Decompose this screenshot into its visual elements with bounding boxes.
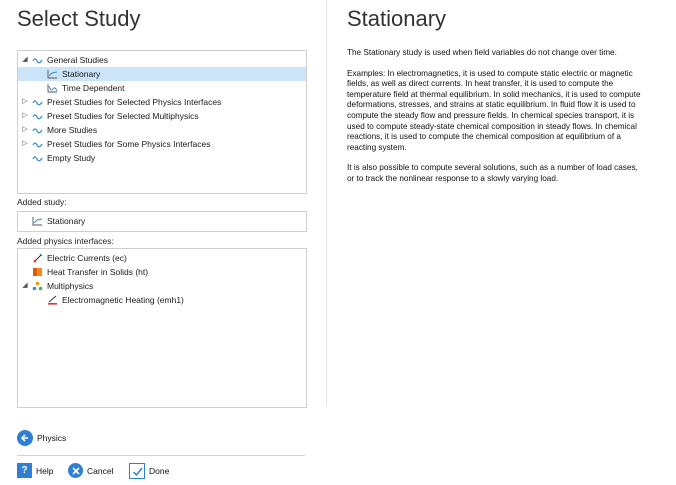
multiphysics-icon — [32, 281, 43, 291]
tree-item-time-dependent[interactable]: Time Dependent — [18, 81, 306, 95]
description-title: Stationary — [347, 6, 447, 31]
help-button[interactable]: ? Help — [17, 463, 53, 478]
electromagnetic-heating-icon — [47, 295, 58, 305]
physics-back-button[interactable]: Physics — [17, 430, 66, 446]
study-tree[interactable] — [17, 50, 307, 194]
heat-transfer-icon — [32, 267, 43, 277]
added-physics-label: Added physics interfaces: — [17, 236, 114, 246]
added-study-label: Added study: — [17, 197, 67, 207]
cancel-button[interactable]: Cancel — [68, 463, 113, 478]
tree-item-general-studies[interactable]: ◢ General Studies — [22, 55, 108, 65]
tree-item-preset-multiphysics[interactable]: ▷ Preset Studies for Selected Multiphysics — [22, 111, 199, 121]
help-icon: ? — [17, 463, 32, 478]
study-node-icon — [32, 153, 43, 163]
physics-item-ec[interactable]: Electric Currents (ec) — [18, 251, 306, 265]
study-node-icon — [32, 125, 43, 135]
close-icon — [68, 463, 83, 478]
description-paragraph: The Stationary study is used when field variables do not change over time. — [347, 48, 617, 57]
study-node-icon — [32, 139, 43, 149]
arrow-left-icon — [17, 430, 33, 446]
added-study-field[interactable] — [17, 211, 307, 232]
tree-item-more-studies[interactable]: ▷ More Studies — [22, 125, 98, 135]
tree-item-preset-some[interactable]: ▷ Preset Studies for Some Physics Interfaces — [22, 139, 211, 149]
electric-currents-icon — [32, 253, 43, 263]
physics-item-emh[interactable]: Electromagnetic Heating (emh1) — [18, 293, 306, 307]
time-dependent-icon — [47, 83, 58, 93]
button-divider — [17, 455, 305, 456]
study-node-icon — [32, 111, 43, 121]
checkmark-icon — [129, 463, 145, 479]
expand-down-icon[interactable]: ◢ — [22, 282, 28, 289]
physics-item-ht[interactable]: Heat Transfer in Solids (ht) — [18, 265, 306, 279]
stationary-icon — [32, 216, 43, 226]
study-description — [347, 48, 647, 195]
expand-right-icon[interactable]: ▷ — [22, 126, 28, 133]
tree-item-stationary[interactable]: Stationary — [18, 67, 306, 81]
description-paragraph: It is also possible to compute several solutions, such as a number of load cases, or to track the nonlinear response to a slowly varying load. — [347, 163, 638, 183]
expand-right-icon[interactable]: ▷ — [22, 98, 28, 105]
expand-down-icon[interactable]: ◢ — [22, 56, 28, 63]
expand-right-icon[interactable]: ▷ — [22, 112, 28, 119]
study-node-icon — [32, 97, 43, 107]
vertical-divider — [326, 0, 327, 406]
physics-interfaces-list[interactable] — [17, 248, 307, 408]
page-title: Select Study — [17, 6, 141, 31]
done-button[interactable]: Done — [129, 463, 169, 479]
tree-item-preset-physics[interactable]: ▷ Preset Studies for Selected Physics Interfaces — [22, 97, 222, 107]
added-study-item[interactable]: Stationary — [18, 214, 306, 228]
tree-item-empty-study[interactable]: Empty Study — [18, 151, 306, 165]
physics-item-multiphysics[interactable]: ◢ Multiphysics — [22, 281, 94, 291]
stationary-icon — [47, 69, 58, 79]
expand-right-icon[interactable]: ▷ — [22, 140, 28, 147]
study-node-icon — [32, 55, 43, 65]
description-paragraph: Examples: In electromagnetics, it is used to compute static electric or magnetic fields, as well as direct currents. In heat transfer, it is used to compute the temperature field at thermal equilibrium. In solid mechanics, it is used to compute deformations, stresses, and strains at static equilibrium. In fluid flow it is used to compute the steady flow and pressure fields. In chemical species transport, it is used to compute steady-state chemical composition in steady flows. In chemical reactions, it is used to compute the chemical composition at equilibrium of a reacting system. — [347, 68, 641, 152]
